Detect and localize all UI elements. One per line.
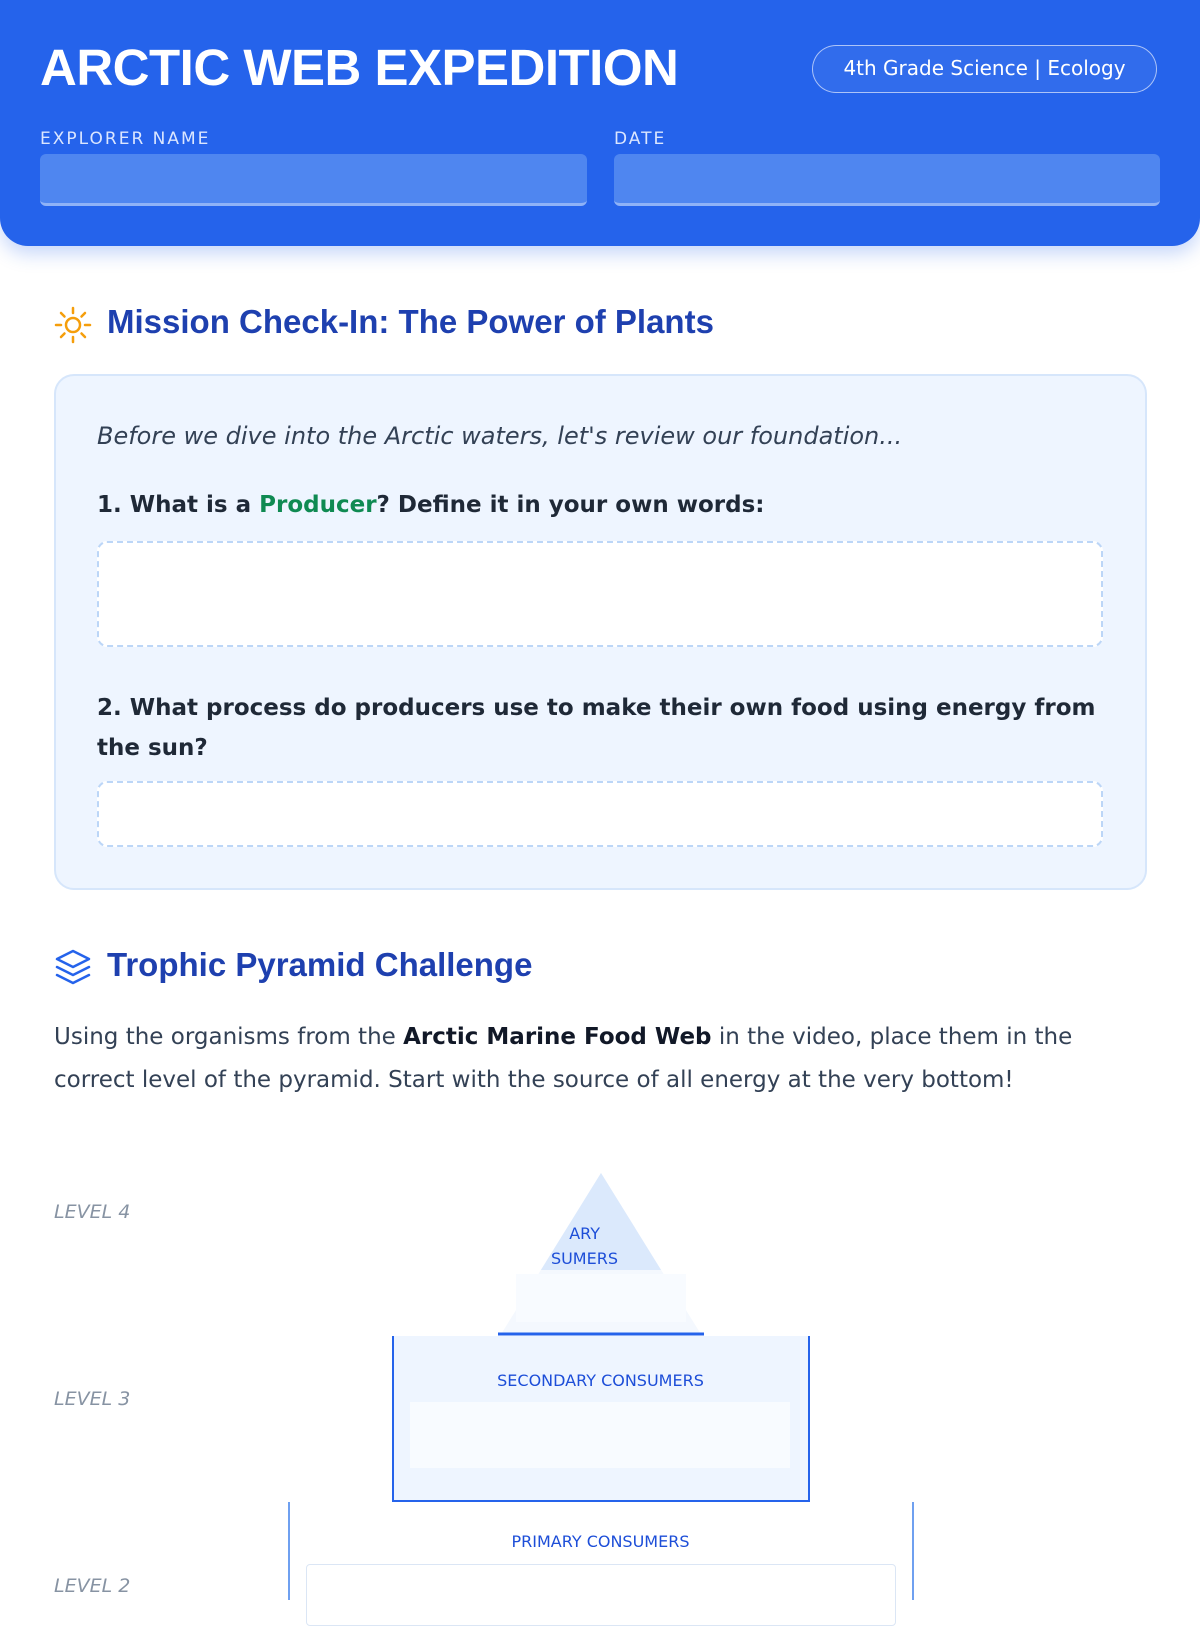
- question-1: [97, 492, 764, 518]
- worksheet-title: ARCTIC WEB EXPEDITION: [40, 39, 679, 96]
- level-4-tier-label-line1: ARY: [569, 1224, 600, 1243]
- mission-checkin-title: Mission Check-In: The Power of Plants: [107, 303, 714, 340]
- question-1-suffix: ? Define it in your own words:: [376, 492, 765, 518]
- instruction-text-continued: in the video, place them in the correct level of the pyramid. Start with the source of all energy at the very bottom!: [54, 1024, 1073, 1093]
- level-2-answer-box[interactable]: [306, 1564, 896, 1626]
- explorer-name-label: EXPLORER NAME: [40, 129, 211, 149]
- question-1-answer-box[interactable]: [97, 541, 1103, 647]
- grade-subject-badge: 4th Grade Science | Ecology: [812, 45, 1157, 93]
- question-1-prefix: 1. What is a: [97, 492, 260, 518]
- pyramid-challenge-title: Trophic Pyramid Challenge: [107, 946, 533, 983]
- worksheet-header: [0, 0, 1200, 246]
- pyramid-level-4: [498, 1170, 704, 1336]
- level-2-label: LEVEL 2: [54, 1575, 131, 1597]
- level-3-label: LEVEL 3: [54, 1388, 131, 1410]
- level-3-tier-label: SECONDARY CONSUMERS: [497, 1371, 704, 1390]
- sun-icon: [54, 306, 92, 344]
- pyramid-level-2: [288, 1502, 914, 1600]
- instruction-text: Using the organisms from the: [54, 1024, 404, 1050]
- level-3-answer-box[interactable]: [410, 1402, 790, 1468]
- pyramid-level-3: [392, 1336, 810, 1502]
- level-2-tier-label: PRIMARY CONSUMERS: [511, 1532, 690, 1551]
- date-label: DATE: [614, 129, 667, 149]
- producer-keyword: Producer: [259, 492, 377, 518]
- instruction-highlight: Arctic Marine Food Web: [403, 1024, 712, 1050]
- mission-intro: Before we dive into the Arctic waters, let's review our foundation...: [97, 422, 903, 450]
- level-4-tier-label-line2: SUMERS: [550, 1249, 618, 1268]
- question-2-answer-box[interactable]: [97, 781, 1103, 847]
- layers-icon: [54, 948, 92, 986]
- pyramid-instructions: [54, 1016, 1144, 1102]
- question-2: 2. What process do producers use to make their own food using energy from the sun?: [97, 695, 1096, 761]
- date-input[interactable]: [614, 154, 1160, 206]
- level-4-label: LEVEL 4: [54, 1201, 131, 1223]
- explorer-name-input[interactable]: [40, 154, 587, 206]
